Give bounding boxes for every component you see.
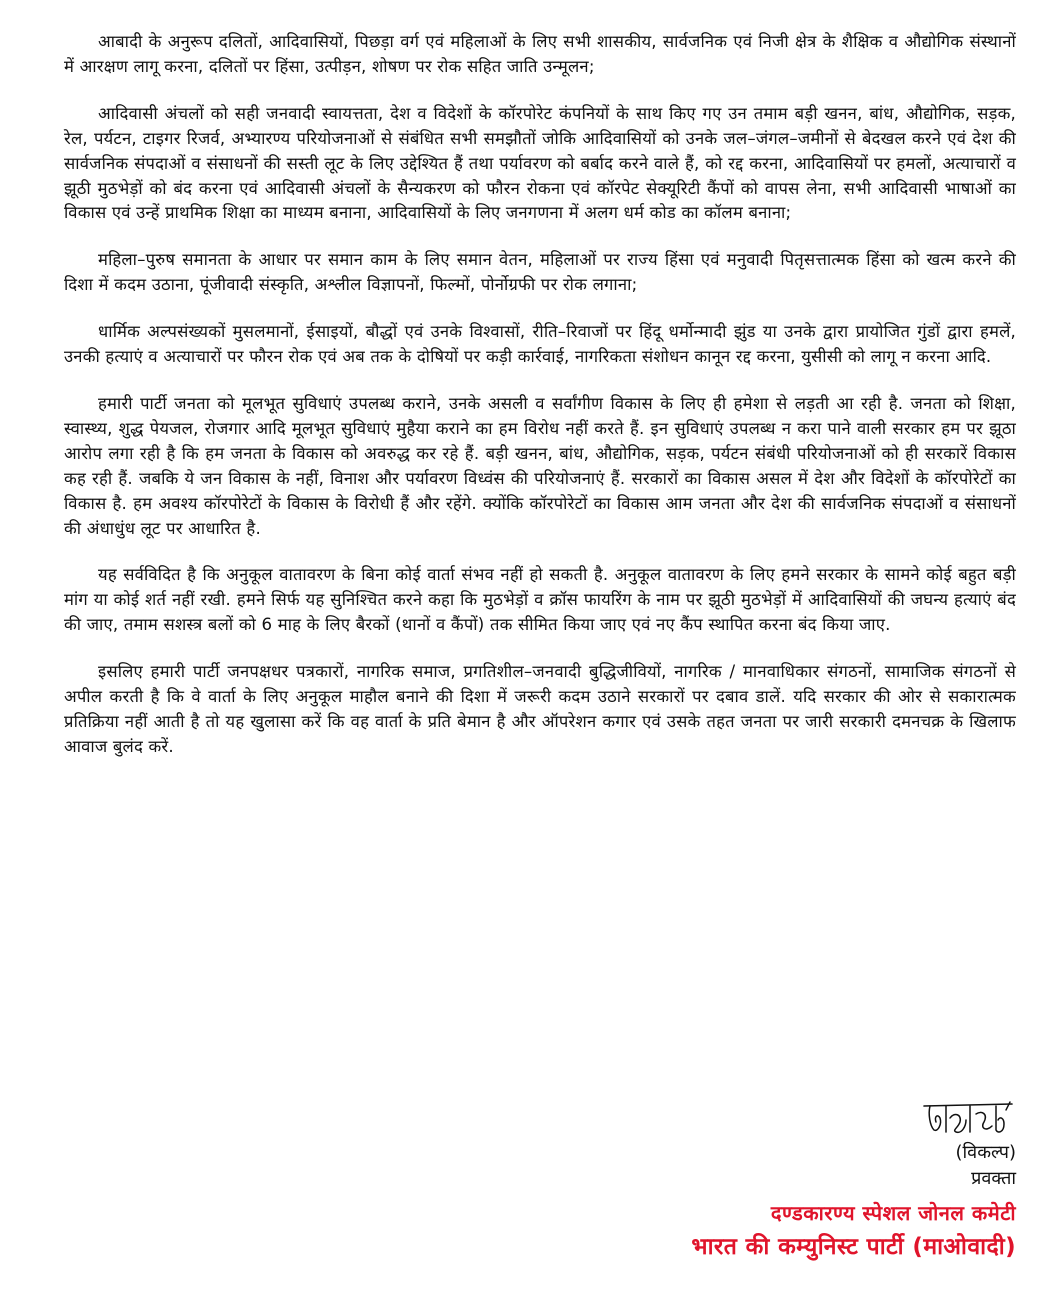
- party-name: भारत की कम्युनिस्ट पार्टी (माओवादी): [691, 1234, 1016, 1260]
- signatory-name: (विकल्प): [955, 1142, 1016, 1163]
- committee-name: दण्डकारण्य स्पेशल जोनल कमेटी: [770, 1201, 1016, 1225]
- paragraph-reservation: आबादी के अनुरूप दलितों, आदिवासियों, पिछड़ा वर्ग एवं महिलाओं के लिए सभी शासकीय, सार्वजनिक एवं निजी क्षेत्र के शैक्षिक व औद्योगिक संस्थानों में आरक्षण लागू करना, दलितों पर हिंसा, उत्पीड़न, शोषण पर रोक सहित जाति उन्मूलन;: [64, 32, 1016, 76]
- paragraph-gender-equality: महिला–पुरुष समानता के आधार पर समान काम के लिए समान वेतन, महिलाओं पर राज्य हिंसा एवं मनुवादी पितृसत्तात्मक हिंसा को खत्म करने की दिशा में कदम उठाना, पूंजीवादी संस्कृति, अश्लील विज्ञापनों, फिल्मों, पोर्नोग्रफी पर रोक लगाना;: [64, 250, 1016, 295]
- paragraph-religious-minorities: धार्मिक अल्पसंख्यकों मुसलमानों, ईसाइयों, बौद्धों एवं उनके विश्वासों, रीति–रिवाजों पर हिंदू धर्मोन्मादी झुंड या उनके द्वारा प्रायोजित गुंडों द्वारा हमलें, उनकी हत्याएं व अत्याचारों पर फौरन रोक एवं अब तक के दोषियों पर कड़ी कार्रवाई, नागरिकता संशोधन कानून रद्द करना, युसीसी को लागू न करना आदि.: [64, 322, 1016, 367]
- paragraph-adivasi-autonomy: आदिवासी अंचलों को सही जनवादी स्वायत्तता, देश व विदेशों के कॉरपोरेट कंपनियों के साथ किए गए उन तमाम बड़ी खनन, बांध, औद्योगिक, सड़क, रेल, पर्यटन, टाइगर रिजर्व, अभ्यारण्य परियोजनाओं से संबंधित सभी समझौतों जोकि आदिवासियों को उनके जल–जंगल–जमीनों से बेदखल करने एवं देश की सार्वजनिक संपदाओं व संसाधनों की सस्ती लूट के लिए उद्देश्यित हैं तथा पर्यावरण को बर्बाद करने वाले हैं, को रद्द करना, आदिवासियों पर हमलों, अत्याचारों व झूठी मुठभेड़ों को बंद करना एवं आदिवासी अंचलों के सैन्यकरण को फौरन रोकना एवं कॉरपेट सेक्यूरिटी कैंपों को वापस लेना, सभी आदिवासी भाषाओं का विकास एवं उन्हें प्राथमिक शिक्षा का माध्यम बनाना, आदिवासियों के लिए जनगणना में अलग धर्म कोड का कॉलम बनाना;: [64, 103, 1016, 223]
- paragraph-development: हमारी पार्टी जनता को मूलभूत सुविधाएं उपलब्ध कराने, उनके असली व सर्वांगीण विकास के लिए ही हमेशा से लड़ती आ रही है. जनता को शिक्षा, स्वास्थ्य, शुद्ध पेयजल, रोजगार आदि मूलभूत सुविधाएं मुहैया कराने का हम विरोध नहीं करते हैं. इन सुविधाएं उपलब्ध न करा पाने वाली सरकार हम पर झूठा आरोप लगा रही है कि हम जनता के विकास को अवरुद्ध कर रहे हैं. बड़ी खनन, बांध, औद्योगिक, सड़क, पर्यटन संबंधी परियोजनाओं को ही सरकारें विकास कह रही हैं. जबकि ये जन विकास के नहीं, विनाश और पर्यावरण विध्वंस की परियोजनाएं हैं. सरकारों का विकास असल में देश और विदेशों के कॉरपोरेटों का विकास है. हम अवश्य कॉरपोरेटों के विकास के विरोधी हैं और रहेंगे. क्योंकि कॉरपोरेटों का विकास आम जनता और देश की सार्वजनिक संपदाओं व संसाधनों की अंधाधुंध लूट पर आधारित है.: [64, 393, 1016, 538]
- document-body: [64, 30, 1016, 782]
- paragraph-talks-environment: यह सर्वविदित है कि अनुकूल वातावरण के बिना कोई वार्ता संभव नहीं हो सकती है. अनुकूल वातावरण के लिए हमने सरकार के सामने कोई बहुत बड़ी मांग या कोई शर्त नहीं रखी. हमने सिर्फ यह सुनिश्चित करने कहा कि मुठभेड़ों व क्रॉस फायरिंग के नाम पर झूठी मुठभेड़ों में आदिवासियों की जघन्य हत्याएं बंद की जाए, तमाम सशस्त्र बलों को 6 माह के लिए बैरकों (थानों व कैंपों) तक सीमित किया जाए एवं नए कैंप स्थापित करना बंद किया जाए.: [64, 565, 1016, 635]
- paragraph-appeal: इसलिए हमारी पार्टी जनपक्षधर पत्रकारों, नागरिक समाज, प्रगतिशील–जनवादी बुद्धिजीवियों, नागरिक / मानवाधिकार संगठनों, सामाजिक संगठनों से अपील करती है कि वे वार्ता के लिए अनुकूल माहौल बनाने की दिशा में जरूरी कदम उठाने सरकारों पर दबाव डालें. यदि सरकार की ओर से सकारात्मक प्रतिक्रिया नहीं आती है तो यह खुलासा करें कि वह वार्ता के प्रति बेमान है और ऑपरेशन कगार एवं उसके तहत जनता पर जारी सरकारी दमनचक्र के खिलाफ आवाज बुलंद करें.: [64, 662, 1016, 756]
- handwritten-signature: [920, 1096, 1016, 1140]
- signatory-designation: प्रवक्ता: [971, 1168, 1016, 1189]
- signature-block: [516, 1096, 1016, 1264]
